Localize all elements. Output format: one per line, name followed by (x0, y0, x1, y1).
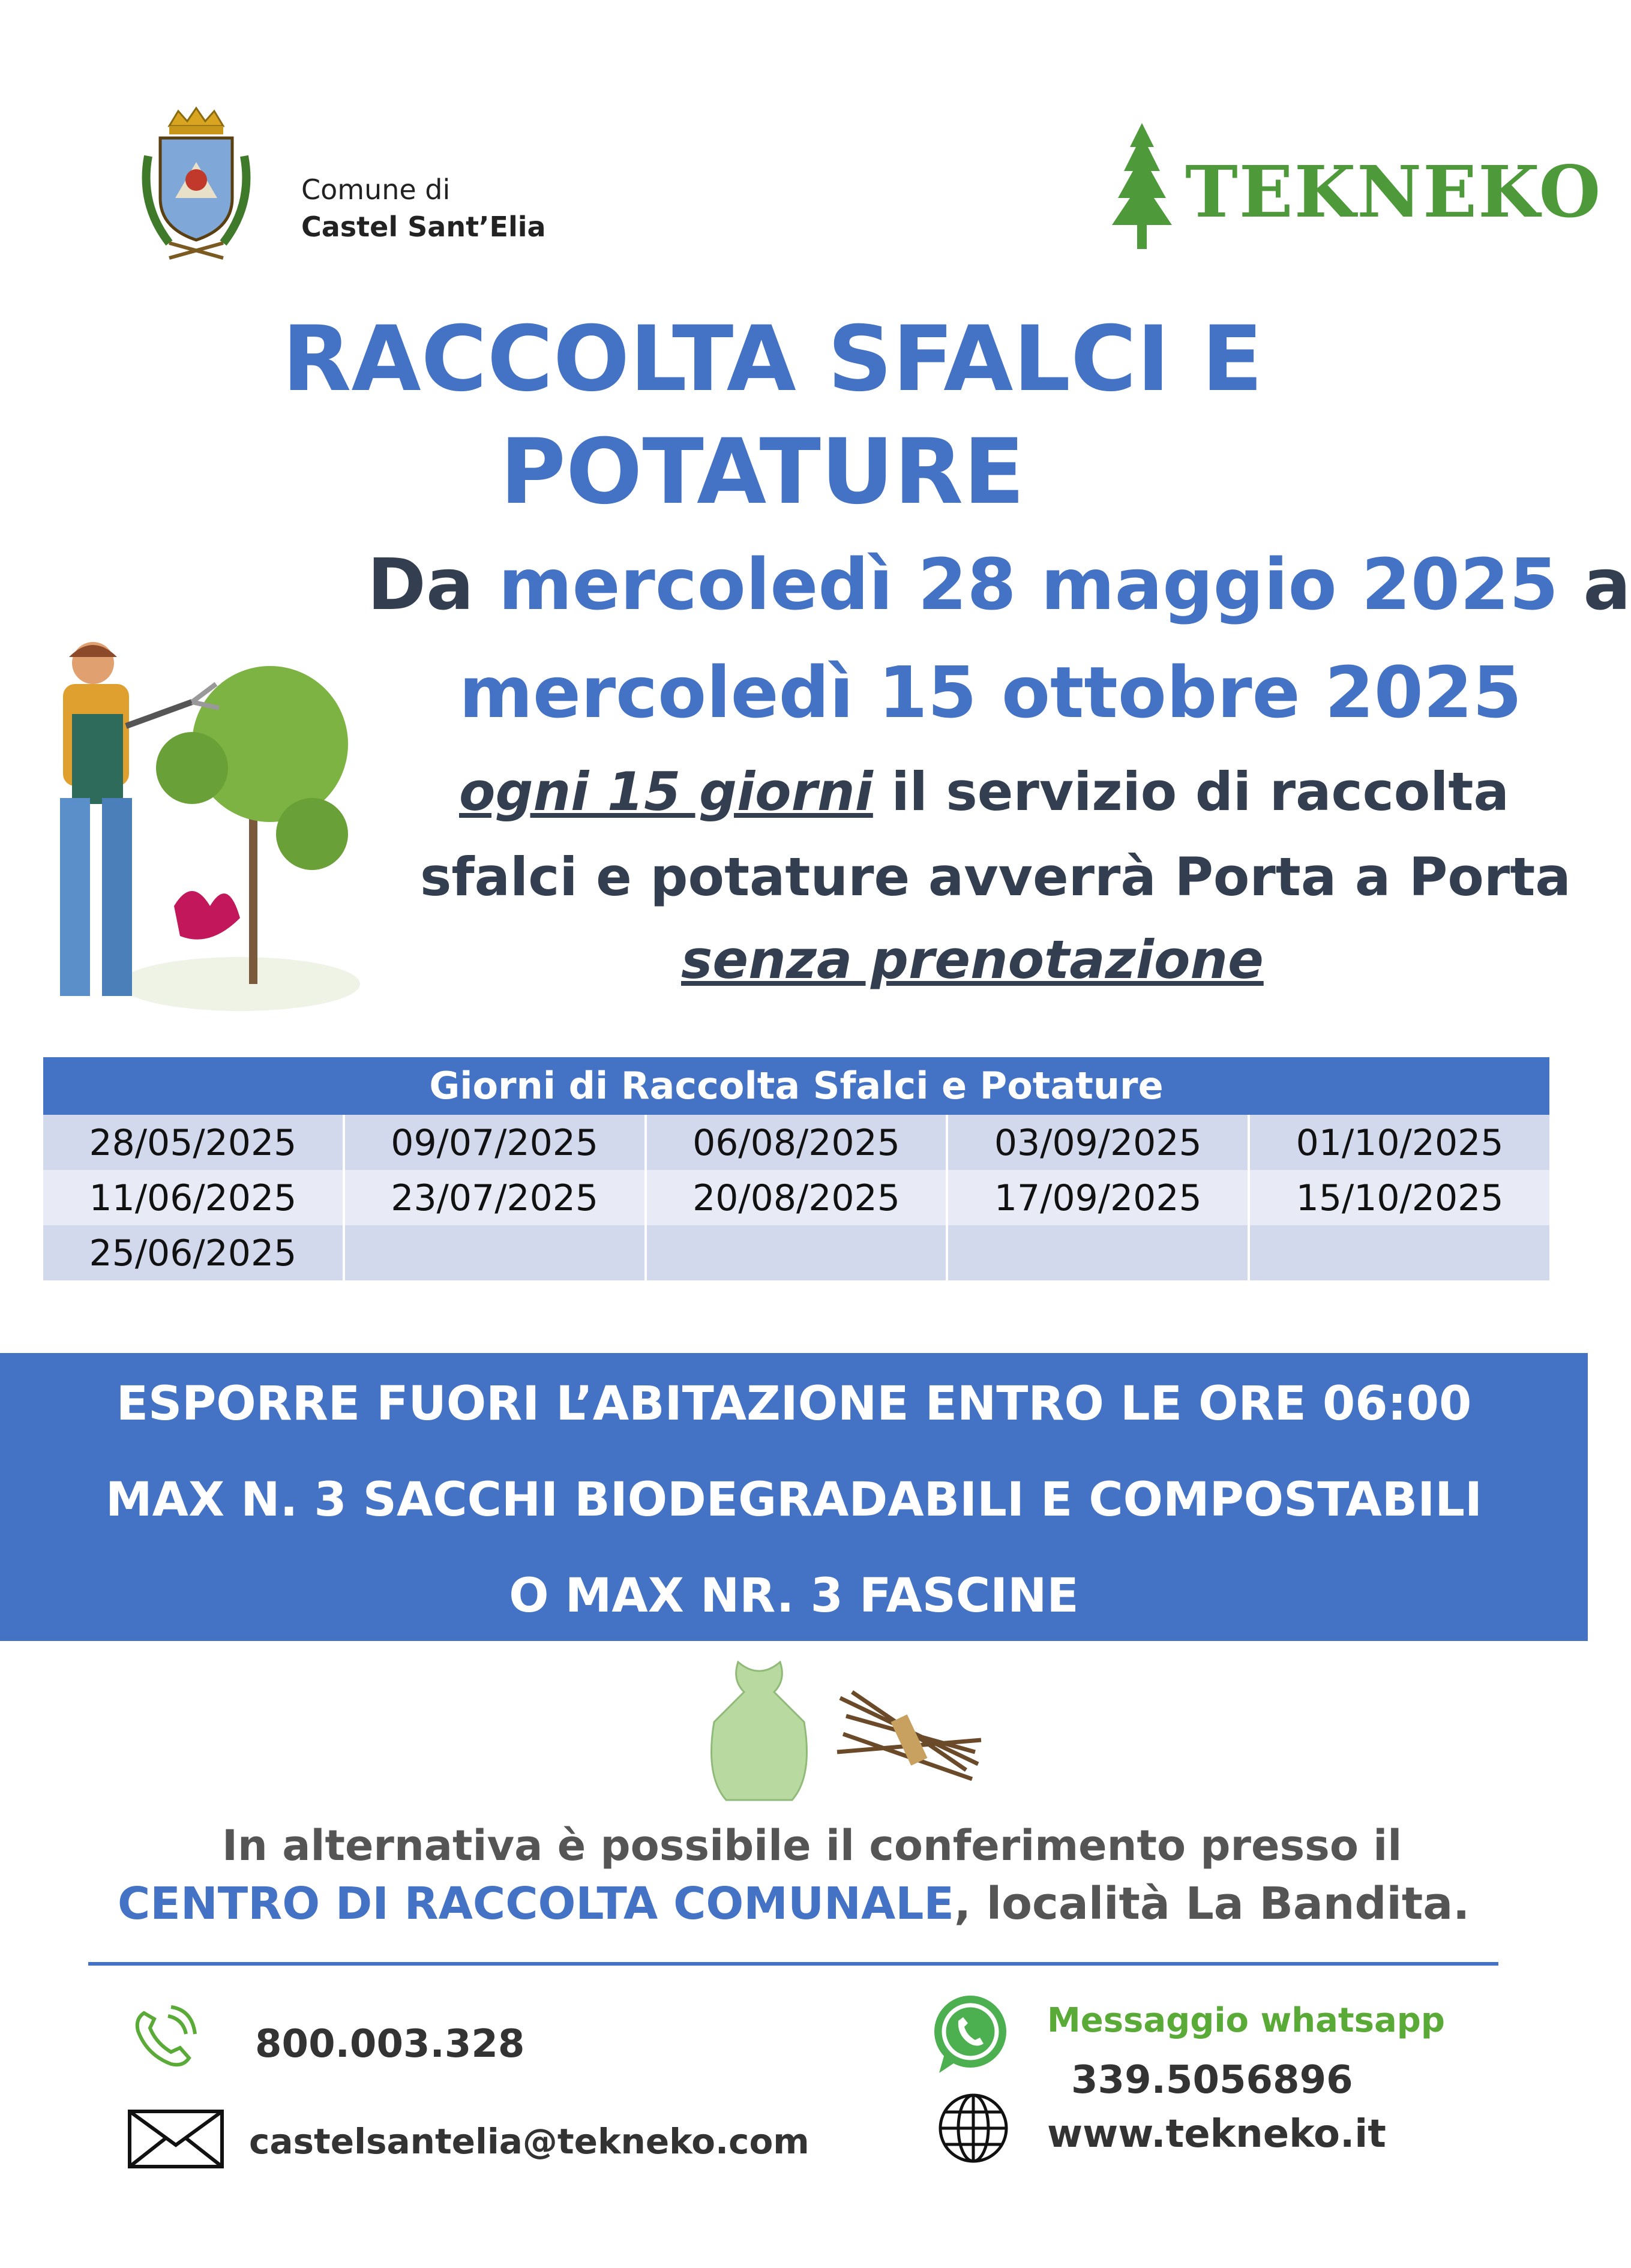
instruction-line-3: O MAX NR. 3 FASCINE (509, 1569, 1079, 1623)
title-line-1: RACCOLTA SFALCI E (282, 307, 1263, 412)
date-cell: 25/06/2025 (43, 1225, 345, 1280)
date-cell: 17/09/2025 (948, 1170, 1250, 1225)
calendar-heading: Giorni di Raccolta Sfalci e Potature (43, 1057, 1549, 1115)
whatsapp-label: Messaggio whatsapp (1047, 2001, 1445, 2040)
frequency-text: ogni 15 giorni (459, 761, 873, 823)
instruction-line-1: ESPORRE FUORI L’ABITAZIONE ENTRO LE ORE 06:00 (116, 1377, 1472, 1431)
date-cell: 15/10/2025 (1250, 1170, 1549, 1225)
date-range-start (367, 543, 1631, 626)
municipal-crest-icon (133, 108, 259, 265)
collection-center: CENTRO DI RACCOLTA COMUNALE (118, 1878, 954, 1930)
date-to-prefix: a (1558, 543, 1631, 626)
date-cell: 11/06/2025 (43, 1170, 345, 1225)
date-cell: 23/07/2025 (345, 1170, 647, 1225)
date-cell (948, 1225, 1250, 1280)
alternative-line-2 (118, 1878, 1470, 1930)
instruction-line-2: MAX N. 3 SACCHI BIODEGRADABILI E COMPOSTABILI (106, 1473, 1482, 1527)
compostable-bag-icon (702, 1656, 816, 1806)
date-from-prefix: Da (367, 543, 499, 626)
date-cell: 28/05/2025 (43, 1115, 345, 1170)
tree-logo-icon (1109, 123, 1175, 249)
website-link[interactable]: www.tekneko.it (1047, 2112, 1386, 2156)
divider (88, 1962, 1498, 1966)
phone-number[interactable]: 800.003.328 (255, 2022, 525, 2066)
table-row (43, 1115, 1549, 1170)
mail-icon (127, 2109, 224, 2169)
brand-logo-text: TEKNEKO (1185, 150, 1602, 233)
phone-icon (129, 2001, 201, 2073)
municipality-label (301, 171, 546, 245)
whatsapp-number[interactable]: 339.5056896 (1071, 2058, 1353, 2102)
globe-icon (936, 2091, 1011, 2166)
date-cell (345, 1225, 647, 1280)
collection-location: , località La Bandita. (954, 1878, 1470, 1930)
date-cell (647, 1225, 949, 1280)
date-to: mercoledì 15 ottobre 2025 (459, 651, 1522, 734)
date-cell: 06/08/2025 (647, 1115, 949, 1170)
table-row (43, 1225, 1549, 1280)
comune-prefix: Comune di (301, 173, 451, 206)
date-cell (1250, 1225, 1549, 1280)
date-from: mercoledì 28 maggio 2025 (498, 543, 1559, 626)
date-cell: 09/07/2025 (345, 1115, 647, 1170)
instructions-banner (0, 1353, 1588, 1641)
whatsapp-icon (927, 1992, 1011, 2076)
description-line-1-rest: il servizio di raccolta (873, 761, 1509, 823)
collection-calendar (43, 1057, 1549, 1280)
date-cell: 01/10/2025 (1250, 1115, 1549, 1170)
date-cell: 03/09/2025 (948, 1115, 1250, 1170)
table-row (43, 1170, 1549, 1225)
description-line-3: senza prenotazione (681, 929, 1264, 991)
gardener-illustration-icon (12, 636, 372, 1020)
title-line-2: POTATURE (500, 420, 1025, 524)
fascine-bundle-icon (834, 1674, 984, 1794)
description-line-1 (459, 761, 1509, 823)
email-link[interactable]: castelsantelia@tekneko.com (249, 2121, 809, 2162)
comune-name: Castel Sant’Elia (301, 211, 546, 243)
date-cell: 20/08/2025 (647, 1170, 949, 1225)
description-line-2: sfalci e potature avverrà Porta a Porta (420, 846, 1571, 908)
alternative-line-1: In alternativa è possibile il conferimento presso il (222, 1821, 1402, 1870)
